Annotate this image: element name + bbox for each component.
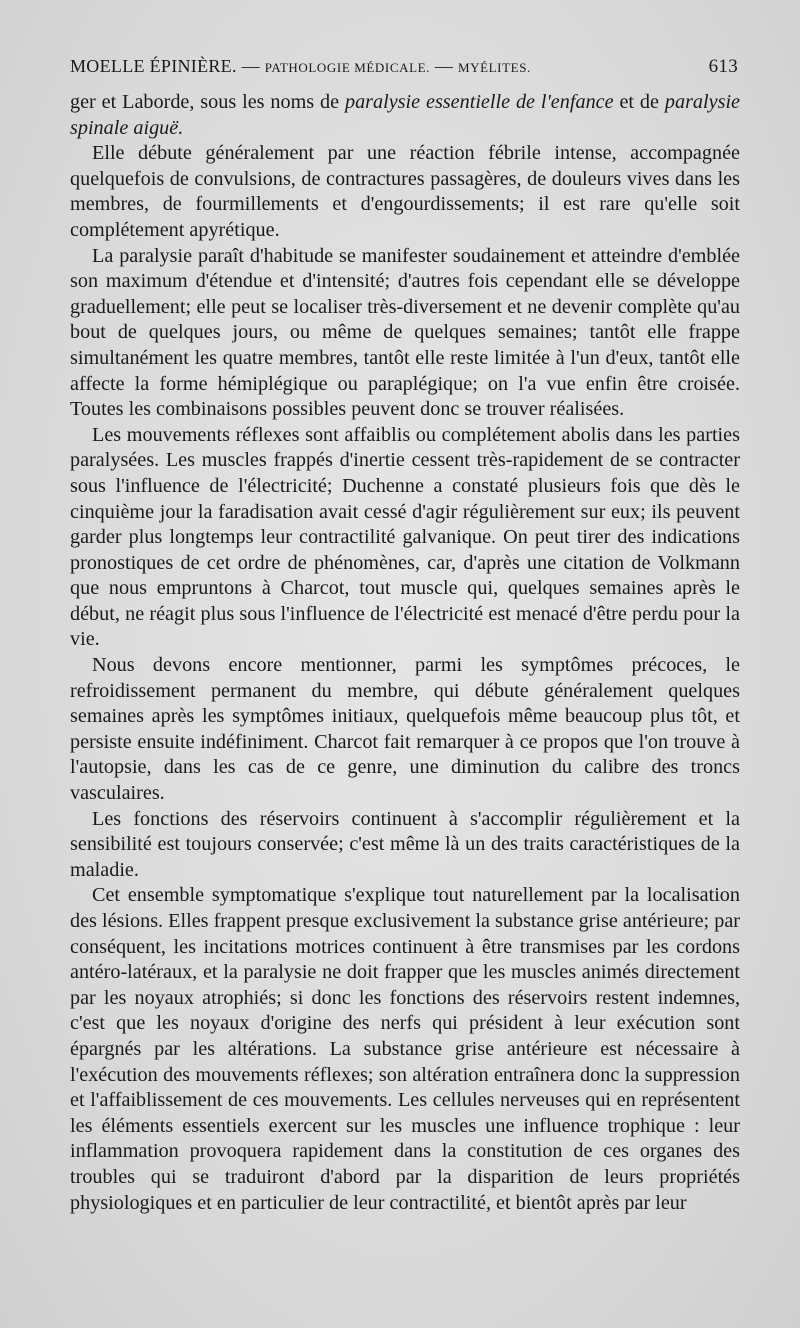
- paragraph-text: et de: [613, 91, 665, 113]
- header-main-title: MOELLE ÉPINIÈRE.: [70, 56, 237, 76]
- paragraph: Cet ensemble symptomatique s'explique tout naturellement par la localisation des lésions. Elles frappent presque exclusivement la substance grise antérieure; par conséquent, les incitations motrices continuent à être transmises par les cordons antéro-latéraux, et la paralysie ne doit frapper que les muscles animés directement par les noyaux atrophiés; si donc les fonctions des réservoirs restent indemnes, c'est que les noyaux d'origine des nerfs qui président à leur exécution sont épargnés par les altérations. La substance grise antérieure est nécessaire à l'exécution des mouvements réflexes; son altération entraînera donc la suppression et l'affaiblissement de ces mouvements. Les cellules nerveuses qui en représentent les éléments essentiels exercent sur les muscles une influence trophique : leur inflammation provoquera rapidement dans la constitution de ces organes des troubles qui se traduiront d'abord par la disparition de leurs propriétés physiologiques et en particulier de leur contractilité, et bientôt après par leur: [70, 884, 740, 1214]
- paragraph: Nous devons encore mentionner, parmi les symptômes précoces, le refroidissement permanent du membre, qui débute généralement quelques semaines après les symptômes initiaux, quelquefois même beaucoup plus tôt, et persiste ensuite indéfiniment. Charcot fait remarquer à ce propos que l'on trouve à l'autopsie, dans les cas de ce genre, une diminution du calibre des troncs vasculaires.: [70, 654, 740, 805]
- paragraph: Elle débute généralement par une réaction fébrile intense, accompagnée quelquefois de convulsions, de contractures passagères, de douleurs vives dans les membres, de fourmillements et d'engourdissements; il est rare qu'elle soit complétement apyrétique.: [70, 142, 740, 241]
- italic-term: paralysie spinale aiguë.: [70, 91, 741, 139]
- header-subsection: MYÉLITES.: [457, 60, 531, 75]
- body-text: [70, 90, 740, 1216]
- header-separator: —: [430, 56, 458, 76]
- paragraph: La paralysie paraît d'habitude se manifester soudainement et atteindre d'emblée son maximum d'étendue et d'intensité; d'autres fois cependant elle se développe graduellement; elle peut se localiser très-diversement et ne devenir complète qu'au bout de quelques jours, ou même de quelques semaines; tantôt elle frappe simultanément les quatre membres, tantôt elle reste limitée à l'un d'eux, tantôt elle affecte la forme hémiplégique ou paraplégique; on l'a vue enfin être croisée. Toutes les combinaisons possibles peuvent donc se trouver réalisées.: [70, 244, 740, 421]
- header-separator: —: [236, 56, 265, 76]
- paragraph: Les fonctions des réservoirs continuent à s'accomplir régulièrement et la sensibilité est toujours conservée; c'est même là un des traits caractéristiques de la maladie.: [70, 807, 740, 881]
- paragraph: [70, 90, 740, 141]
- page-number: 613: [708, 56, 738, 77]
- header-section: PATHOLOGIE MÉDICALE.: [264, 60, 431, 75]
- paragraph-text: ger et Laborde, sous les noms de: [70, 91, 345, 113]
- paragraph: Les mouvements réflexes sont affaiblis ou complétement abolis dans les parties paralysées. Les muscles frappés d'inertie cessent très-rapidement de se contracter sous l'influence de l'électricité; Duchenne a constaté plusieurs fois que dès le cinquième jour la faradisation avait cessé d'agir régulièrement sur eux; ils peuvent garder plus longtemps leur contractilité galvanique. On peut tirer des indications pronostiques de cet ordre de phénomènes, car, d'après une citation de Volkmann que nous empruntons à Charcot, tout muscle qui, quelques semaines après le début, ne réagit plus sous l'influence de l'électricité est menacé d'être perdu pour la vie.: [70, 423, 740, 651]
- italic-term: paralysie essentielle de l'enfance: [344, 91, 614, 113]
- running-header: [70, 56, 738, 82]
- header-title: [70, 56, 531, 77]
